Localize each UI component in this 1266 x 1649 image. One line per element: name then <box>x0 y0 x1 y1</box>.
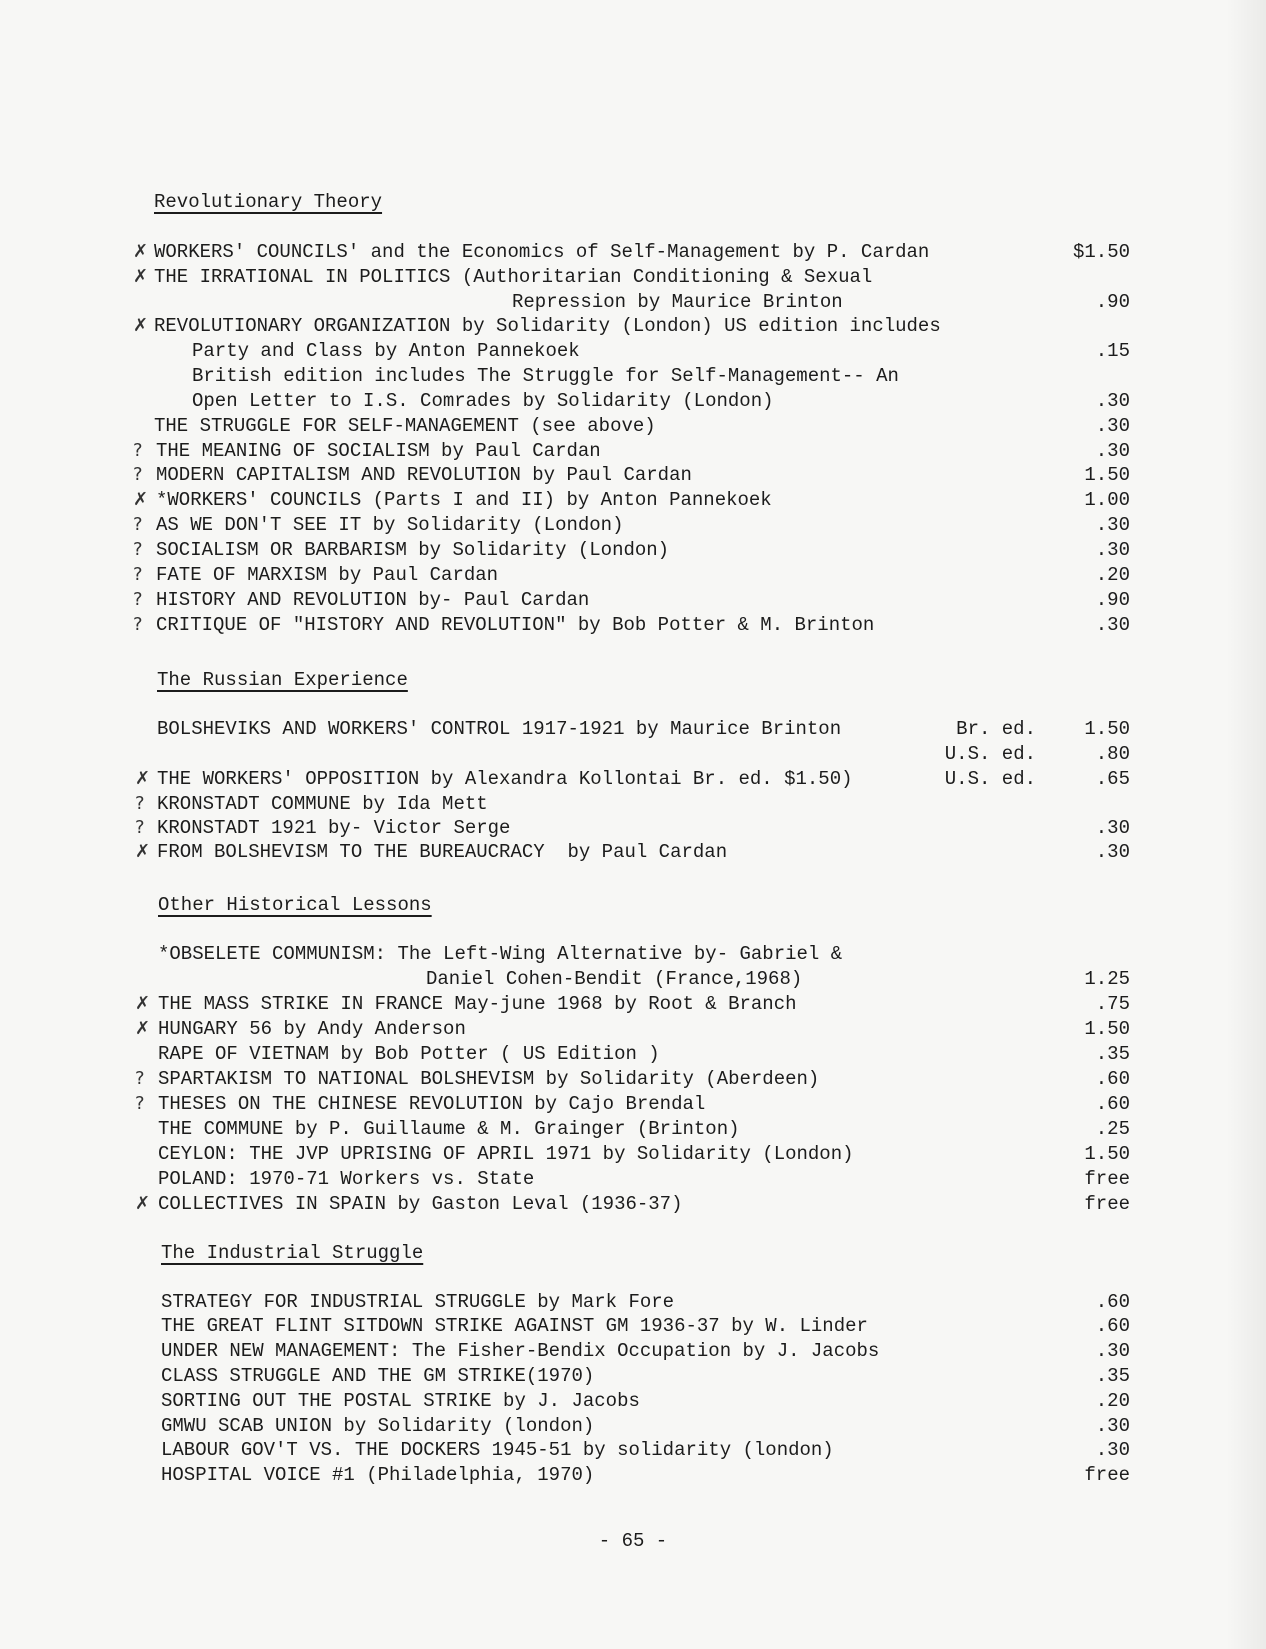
section-heading-other-historical-lessons: Other Historical Lessons <box>158 894 432 916</box>
handwritten-x-mark-icon: ✗ <box>135 1018 151 1039</box>
catalog-entry <box>0 992 1266 1016</box>
entry-price: .75 <box>1095 993 1130 1015</box>
entry-title: HISTORY AND REVOLUTION by- Paul Cardan <box>156 589 590 611</box>
entry-title: REVOLUTIONARY ORGANIZATION by Solidarity (London) US edition includes <box>154 315 941 337</box>
entry-price: .30 <box>1095 1340 1130 1362</box>
entry-price: .35 <box>1095 1043 1130 1065</box>
entry-title: UNDER NEW MANAGEMENT: The Fisher-Bendix Occupation by J. Jacobs <box>161 1340 880 1362</box>
catalog-entry <box>0 1017 1266 1041</box>
entry-title: *OBSELETE COMMUNISM: The Left-Wing Alternative by- Gabriel & <box>158 943 843 965</box>
entry-price: .30 <box>1095 1439 1130 1461</box>
entry-title: THESES ON THE CHINESE REVOLUTION by Cajo Brendal <box>158 1093 706 1115</box>
entry-title: SPARTAKISM TO NATIONAL BOLSHEVISM by Solidarity (Aberdeen) <box>158 1068 820 1090</box>
entry-title: WORKERS' COUNCILS' and the Economics of Self-Management by P. Cardan <box>154 241 930 263</box>
entry-title: LABOUR GOV'T VS. THE DOCKERS 1945-51 by solidarity (london) <box>161 1439 834 1461</box>
entry-title: FROM BOLSHEVISM TO THE BUREAUCRACY by Paul Cardan <box>157 841 728 863</box>
catalog-entry <box>0 1167 1266 1191</box>
catalog-entry <box>0 1463 1266 1487</box>
catalog-entry <box>0 792 1266 816</box>
entry-title: SOCIALISM OR BARBARISM by Solidarity (London) <box>156 539 670 561</box>
handwritten-question-mark-icon: ? <box>133 440 143 461</box>
entry-title: Party and Class by Anton Pannekoek <box>192 340 580 362</box>
entry-title: SORTING OUT THE POSTAL STRIKE by J. Jacobs <box>161 1390 640 1412</box>
handwritten-question-mark-icon: ? <box>133 514 143 535</box>
entry-title: CRITIQUE OF "HISTORY AND REVOLUTION" by Bob Potter & M. Brinton <box>156 614 875 636</box>
catalog-entry <box>0 942 1266 966</box>
handwritten-x-mark-icon: ✗ <box>135 768 151 789</box>
entry-price: .30 <box>1095 539 1130 561</box>
entry-price: .20 <box>1095 564 1130 586</box>
catalog-entry <box>0 816 1266 840</box>
section-heading-revolutionary-theory: Revolutionary Theory <box>154 191 383 213</box>
entry-title: THE WORKERS' OPPOSITION by Alexandra Kollontai Br. ed. $1.50) <box>157 768 853 790</box>
catalog-entry <box>0 265 1266 289</box>
entry-price: .90 <box>1095 589 1130 611</box>
entry-title: CLASS STRUGGLE AND THE GM STRIKE(1970) <box>161 1365 595 1387</box>
entry-price: .15 <box>1095 340 1130 362</box>
catalog-entry <box>0 588 1266 612</box>
handwritten-x-mark-icon: ✗ <box>135 841 151 862</box>
entry-price: 1.50 <box>1084 718 1130 740</box>
entry-edition: U.S. ed. <box>944 768 1036 790</box>
entry-edition: U.S. ed. <box>944 743 1036 765</box>
catalog-entry <box>0 767 1266 791</box>
catalog-entry <box>0 840 1266 864</box>
entry-edition: Br. ed. <box>956 718 1036 740</box>
entry-title: Daniel Cohen-Bendit (France,1968) <box>426 968 803 990</box>
handwritten-question-mark-icon: ? <box>135 1068 145 1089</box>
catalog-entry <box>0 389 1266 413</box>
catalog-entry <box>0 364 1266 388</box>
entry-title: KRONSTADT COMMUNE by Ida Mett <box>157 793 488 815</box>
entry-title: BOLSHEVIKS AND WORKERS' CONTROL 1917-1921 by Maurice Brinton <box>157 718 842 740</box>
entry-price: 1.50 <box>1084 1143 1130 1165</box>
handwritten-question-mark-icon: ? <box>133 614 143 635</box>
entry-price: .80 <box>1095 743 1130 765</box>
catalog-entry <box>0 1389 1266 1413</box>
entry-title: Open Letter to I.S. Comrades by Solidarity (London) <box>192 390 774 412</box>
catalog-entry <box>0 290 1266 314</box>
entry-title: THE IRRATIONAL IN POLITICS (Authoritarian Conditioning & Sexual <box>154 266 873 288</box>
entry-price: $1.50 <box>1072 241 1130 263</box>
entry-title: FATE OF MARXISM by Paul Cardan <box>156 564 499 586</box>
handwritten-question-mark-icon: ? <box>133 589 143 610</box>
catalog-entry <box>0 1290 1266 1314</box>
catalog-entry <box>0 513 1266 537</box>
handwritten-question-mark-icon: ? <box>135 1093 145 1114</box>
section-heading-russian-experience: The Russian Experience <box>157 669 408 691</box>
handwritten-question-mark-icon: ? <box>135 793 145 814</box>
entry-price: 1.25 <box>1084 968 1130 990</box>
handwritten-x-mark-icon: ✗ <box>135 1193 151 1214</box>
entry-price: .30 <box>1095 390 1130 412</box>
catalog-entry <box>0 717 1266 741</box>
section-heading-industrial-struggle: The Industrial Struggle <box>161 1242 424 1264</box>
entry-title: STRATEGY FOR INDUSTRIAL STRUGGLE by Mark Fore <box>161 1291 675 1313</box>
entry-title: Repression by Maurice Brinton <box>512 291 843 313</box>
catalog-entry <box>0 1314 1266 1338</box>
catalog-entry <box>0 240 1266 264</box>
entry-title: KRONSTADT 1921 by- Victor Serge <box>157 817 511 839</box>
catalog-entry <box>0 1364 1266 1388</box>
entry-title: British edition includes The Struggle for Self-Management-- An <box>192 365 899 387</box>
catalog-entry <box>0 538 1266 562</box>
entry-title: THE GREAT FLINT SITDOWN STRIKE AGAINST GM 1936-37 by W. Linder <box>161 1315 868 1337</box>
catalog-entry <box>0 1092 1266 1116</box>
entry-title: THE MASS STRIKE IN FRANCE May-june 1968 by Root & Branch <box>158 993 797 1015</box>
entry-title: GMWU SCAB UNION by Solidarity (london) <box>161 1415 595 1437</box>
entry-price: .20 <box>1095 1390 1130 1412</box>
entry-title: *WORKERS' COUNCILS (Parts I and II) by Anton Pannekoek <box>156 489 772 511</box>
entry-price: free <box>1084 1193 1130 1215</box>
catalog-entry <box>0 339 1266 363</box>
entry-price: .30 <box>1095 1415 1130 1437</box>
entry-price: .30 <box>1095 415 1130 437</box>
entry-title: MODERN CAPITALISM AND REVOLUTION by Paul Cardan <box>156 464 692 486</box>
handwritten-x-mark-icon: ✗ <box>133 315 149 336</box>
entry-price: .30 <box>1095 614 1130 636</box>
entry-price: .30 <box>1095 514 1130 536</box>
entry-price: .25 <box>1095 1118 1130 1140</box>
entry-title: COLLECTIVES IN SPAIN by Gaston Leval (1936-37) <box>158 1193 683 1215</box>
entry-price: 1.50 <box>1084 1018 1130 1040</box>
handwritten-x-mark-icon: ✗ <box>133 266 149 287</box>
entry-title: RAPE OF VIETNAM by Bob Potter ( US Edition ) <box>158 1043 660 1065</box>
entry-price: 1.50 <box>1084 464 1130 486</box>
catalog-entry <box>0 1042 1266 1066</box>
handwritten-question-mark-icon: ? <box>133 564 143 585</box>
handwritten-x-mark-icon: ✗ <box>135 993 151 1014</box>
catalog-entry <box>0 488 1266 512</box>
catalog-entry <box>0 1414 1266 1438</box>
catalog-entry <box>0 1192 1266 1216</box>
entry-price: .60 <box>1095 1291 1130 1313</box>
catalog-entry <box>0 563 1266 587</box>
entry-price: .60 <box>1095 1068 1130 1090</box>
entry-title: THE STRUGGLE FOR SELF-MANAGEMENT (see above) <box>154 415 656 437</box>
entry-price: .30 <box>1095 841 1130 863</box>
handwritten-question-mark-icon: ? <box>133 464 143 485</box>
entry-price: .60 <box>1095 1315 1130 1337</box>
entry-title: THE COMMUNE by P. Guillaume & M. Grainger (Brinton) <box>158 1118 740 1140</box>
catalog-entry <box>0 1067 1266 1091</box>
entry-price: .65 <box>1095 768 1130 790</box>
catalog-entry <box>0 314 1266 338</box>
catalog-entry <box>0 1438 1266 1462</box>
catalog-entry <box>0 1117 1266 1141</box>
catalog-entry <box>0 1339 1266 1363</box>
entry-price: .35 <box>1095 1365 1130 1387</box>
page-number: - 65 - <box>598 1530 668 1552</box>
entry-price: free <box>1084 1464 1130 1486</box>
catalog-entry <box>0 967 1266 991</box>
catalog-entry <box>0 613 1266 637</box>
entry-title: HUNGARY 56 by Andy Anderson <box>158 1018 466 1040</box>
catalog-entry <box>0 463 1266 487</box>
catalog-entry <box>0 742 1266 766</box>
handwritten-x-mark-icon: ✗ <box>133 489 149 510</box>
handwritten-question-mark-icon: ? <box>135 817 145 838</box>
entry-title: CEYLON: THE JVP UPRISING OF APRIL 1971 by Solidarity (London) <box>158 1143 854 1165</box>
entry-price: 1.00 <box>1084 489 1130 511</box>
handwritten-x-mark-icon: ✗ <box>133 241 149 262</box>
entry-title: THE MEANING OF SOCIALISM by Paul Cardan <box>156 440 601 462</box>
entry-title: AS WE DON'T SEE IT by Solidarity (London) <box>156 514 624 536</box>
entry-title: HOSPITAL VOICE #1 (Philadelphia, 1970) <box>161 1464 595 1486</box>
entry-price: .60 <box>1095 1093 1130 1115</box>
entry-price: .30 <box>1095 440 1130 462</box>
entry-price: free <box>1084 1168 1130 1190</box>
catalog-entry <box>0 439 1266 463</box>
handwritten-question-mark-icon: ? <box>133 539 143 560</box>
catalog-entry <box>0 1142 1266 1166</box>
entry-price: .90 <box>1095 291 1130 313</box>
entry-price: .30 <box>1095 817 1130 839</box>
catalog-entry <box>0 414 1266 438</box>
entry-title: POLAND: 1970-71 Workers vs. State <box>158 1168 535 1190</box>
